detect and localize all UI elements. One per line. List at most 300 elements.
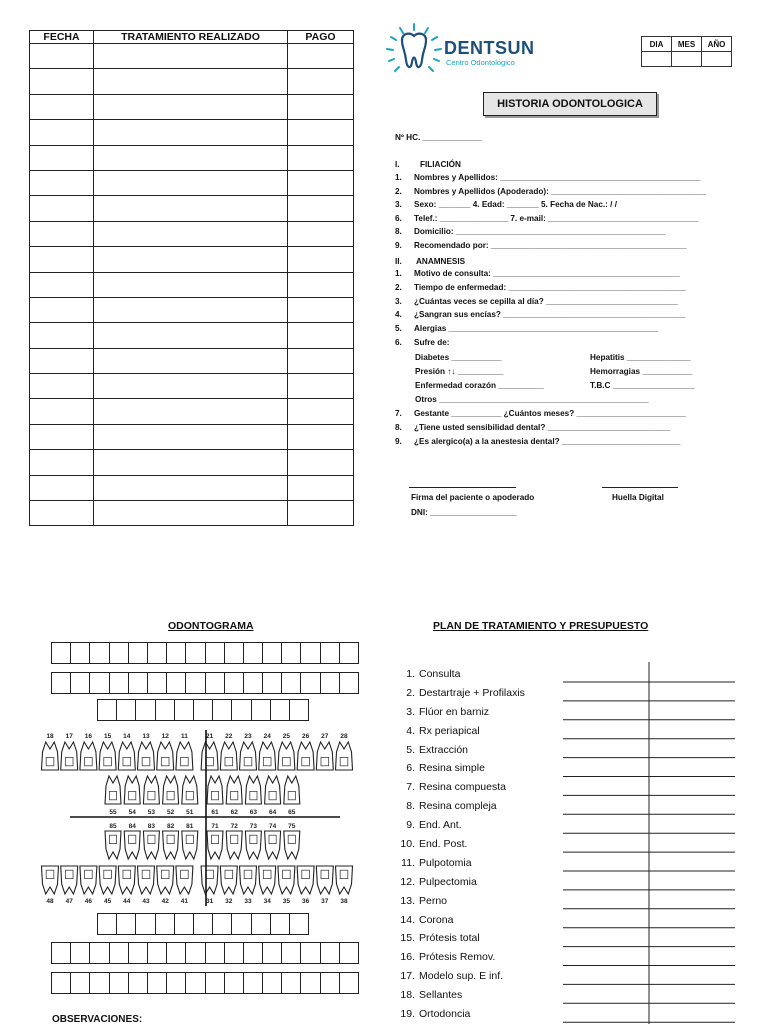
tooth-number: 64: [268, 809, 277, 816]
fecha-cell[interactable]: [30, 297, 94, 322]
plan-item: [398, 665, 525, 684]
tratamiento-cell[interactable]: [94, 475, 288, 500]
grid-cell[interactable]: [320, 673, 339, 694]
dni-field[interactable]: DNI: ___________________: [411, 508, 517, 517]
fecha-cell[interactable]: [30, 374, 94, 399]
fecha-cell[interactable]: [30, 69, 94, 94]
fecha-cell[interactable]: [30, 348, 94, 373]
plan-item: [398, 948, 525, 967]
plan-item-number: 14.: [400, 913, 415, 926]
plan-item: [398, 967, 525, 986]
grid-cell[interactable]: [243, 643, 262, 664]
grid-cell[interactable]: [193, 914, 212, 935]
grid-cell[interactable]: [128, 943, 147, 964]
grid-cell[interactable]: [270, 700, 289, 721]
pago-cell[interactable]: [288, 94, 354, 119]
grid-cell[interactable]: [282, 643, 301, 664]
fecha-cell[interactable]: [30, 399, 94, 424]
form-line[interactable]: [395, 437, 680, 447]
odontogram-grid-lower-2: [51, 942, 359, 964]
grid-cell[interactable]: [167, 943, 186, 964]
line-number: 1.: [395, 269, 402, 278]
table-row: [30, 348, 354, 373]
tooth-number: 33: [244, 898, 252, 905]
condition-field[interactable]: Presión ↑↓ __________: [415, 367, 504, 376]
plan-item-number: 11.: [401, 856, 415, 869]
table-row: [30, 501, 354, 526]
grid-cell[interactable]: [263, 673, 282, 694]
grid-cell[interactable]: [193, 700, 212, 721]
date-mes-field[interactable]: [672, 52, 702, 67]
grid-cell[interactable]: [243, 973, 262, 994]
tratamiento-cell[interactable]: [94, 272, 288, 297]
plan-item-label: Perno: [419, 894, 448, 907]
grid-cell[interactable]: [320, 643, 339, 664]
plan-item: [398, 684, 525, 703]
fecha-cell[interactable]: [30, 221, 94, 246]
grid-cell[interactable]: [155, 700, 174, 721]
brand-subtitle: Centro Odontológico: [446, 58, 515, 67]
grid-row: [52, 943, 359, 964]
plan-item: [398, 816, 525, 835]
line-text: Nombres y Apellidos (Apoderado): __________________________________: [414, 186, 706, 196]
pago-cell[interactable]: [288, 475, 354, 500]
tratamiento-cell[interactable]: [94, 44, 288, 69]
plan-item-label: Sellantes: [419, 989, 463, 1002]
plan-item: [398, 759, 525, 778]
grid-cell[interactable]: [109, 973, 128, 994]
grid-cell[interactable]: [136, 914, 155, 935]
table-row: [30, 450, 354, 475]
grid-row: [52, 643, 359, 664]
grid-cell[interactable]: [147, 643, 166, 664]
condition-field[interactable]: Otros ______________________________________________: [415, 395, 649, 404]
tooth-number: 41: [180, 898, 189, 905]
fingerprint-line: [602, 487, 678, 488]
pago-cell[interactable]: [288, 247, 354, 272]
grid-cell[interactable]: [282, 973, 301, 994]
tratamiento-cell[interactable]: [94, 145, 288, 170]
tooth-number: 14: [123, 733, 131, 740]
tooth-number: 47: [65, 898, 73, 905]
grid-cell[interactable]: [52, 673, 71, 694]
line-text: ¿Cuántas veces se cepilla al día? _____________________________: [414, 296, 679, 306]
grid-cell[interactable]: [71, 943, 90, 964]
grid-cell[interactable]: [301, 943, 320, 964]
grid-cell[interactable]: [224, 973, 243, 994]
plan-item-label: Rx periapical: [419, 724, 480, 737]
line-text: Sexo: _______ 4. Edad: _______ 5. Fecha de Nac.: / /: [414, 200, 617, 210]
form-line[interactable]: [395, 338, 450, 348]
condition-field[interactable]: Hemorragias ___________: [590, 367, 693, 376]
tooth-number: 51: [186, 809, 194, 816]
grid-cell[interactable]: [174, 700, 193, 721]
tooth-number: 16: [84, 733, 93, 740]
grid-cell[interactable]: [243, 943, 262, 964]
date-box: [641, 36, 732, 67]
grid-cell[interactable]: [186, 973, 205, 994]
odontogram-grid-lower-3: [51, 972, 359, 994]
grid-cell[interactable]: [263, 943, 282, 964]
grid-cell[interactable]: [301, 973, 320, 994]
brand-logo: [384, 20, 554, 80]
plan-item: [398, 854, 525, 873]
grid-cell[interactable]: [109, 943, 128, 964]
tratamiento-cell[interactable]: [94, 399, 288, 424]
plan-item: [398, 873, 525, 892]
pago-cell[interactable]: [288, 272, 354, 297]
tratamiento-cell[interactable]: [94, 424, 288, 449]
grid-cell[interactable]: [52, 943, 71, 964]
form-line[interactable]: [395, 297, 678, 307]
grid-cell[interactable]: [263, 643, 282, 664]
grid-cell[interactable]: [117, 914, 136, 935]
tooth-number: 25: [282, 733, 291, 740]
line-number: 6.: [395, 213, 402, 223]
header-pago: PAGO: [288, 31, 354, 44]
table-row: [30, 44, 354, 69]
signature-line: [409, 487, 516, 488]
tooth-number: 75: [288, 823, 296, 830]
plan-item: [398, 986, 525, 1005]
line-text: Domicilio: ______________________________________________: [414, 227, 666, 237]
plan-item-label: Corona: [419, 913, 454, 926]
grid-cell[interactable]: [213, 700, 232, 721]
plan-item: [398, 741, 525, 760]
plan-item: [398, 1005, 525, 1024]
tooth-number: 55: [109, 809, 117, 816]
line-text: Alergias ______________________________________________: [414, 324, 659, 334]
tratamiento-cell[interactable]: [94, 323, 288, 348]
plan-item-label: Flúor en barniz: [419, 705, 490, 718]
tooth-number: 74: [268, 823, 277, 830]
grid-row: [98, 700, 309, 721]
fecha-cell[interactable]: [30, 196, 94, 221]
pago-cell[interactable]: [288, 120, 354, 145]
grid-cell[interactable]: [117, 700, 136, 721]
grid-cell[interactable]: [71, 673, 90, 694]
date-ano-field[interactable]: [702, 52, 732, 67]
tooth-number: 48: [46, 898, 54, 905]
fecha-cell[interactable]: [30, 475, 94, 500]
grid-cell[interactable]: [186, 673, 205, 694]
grid-cell[interactable]: [320, 943, 339, 964]
plan-item-label: Ortodoncia: [419, 1008, 471, 1021]
grid-cell[interactable]: [128, 673, 147, 694]
tooth-number: 81: [186, 823, 194, 830]
plan-item-label: Destartraje + Profilaxis: [419, 686, 525, 699]
form-line[interactable]: [395, 283, 686, 293]
grid-cell[interactable]: [282, 673, 301, 694]
pago-cell[interactable]: [288, 348, 354, 373]
line-number: 8.: [395, 227, 402, 237]
grid-cell[interactable]: [71, 973, 90, 994]
grid-cell[interactable]: [186, 943, 205, 964]
table-row: [30, 94, 354, 119]
grid-row: [52, 973, 359, 994]
tooth-number: 43: [142, 898, 150, 905]
pago-cell[interactable]: [288, 424, 354, 449]
pago-cell[interactable]: [288, 450, 354, 475]
line-number: 9.: [395, 241, 402, 250]
line-text: Recomendado por: ___________________________________________: [414, 241, 687, 250]
plan-item-label: End. Post.: [419, 838, 468, 851]
fecha-cell[interactable]: [30, 94, 94, 119]
tratamiento-cell[interactable]: [94, 374, 288, 399]
line-number: 9.: [395, 436, 402, 446]
grid-cell[interactable]: [52, 973, 71, 994]
form-line[interactable]: [395, 187, 706, 197]
plan-item-label: Consulta: [419, 668, 461, 680]
plan-item-number: 9.: [406, 819, 415, 832]
tooth-number: 15: [103, 733, 112, 740]
odontogram-grid-upper-2: [51, 672, 359, 694]
condition-field[interactable]: Hepatitis ______________: [590, 353, 691, 362]
section-title: ANAMNESIS: [416, 257, 466, 266]
grid-cell[interactable]: [224, 643, 243, 664]
grid-cell[interactable]: [52, 643, 71, 664]
grid-cell[interactable]: [205, 643, 224, 664]
fecha-cell[interactable]: [30, 272, 94, 297]
grid-cell[interactable]: [174, 914, 193, 935]
pago-cell[interactable]: [288, 196, 354, 221]
line-number: 3.: [395, 200, 402, 210]
line-number: 3.: [395, 296, 402, 306]
pago-cell[interactable]: [288, 170, 354, 195]
grid-cell[interactable]: [339, 973, 358, 994]
tooth-number: 63: [249, 809, 258, 816]
grid-cell[interactable]: [147, 673, 166, 694]
condition-field[interactable]: Diabetes ___________: [415, 353, 502, 362]
table-row: [30, 475, 354, 500]
tratamiento-cell[interactable]: [94, 247, 288, 272]
tratamiento-cell[interactable]: [94, 120, 288, 145]
tooth-number: 21: [205, 733, 214, 740]
grid-cell[interactable]: [251, 914, 270, 935]
grid-cell[interactable]: [243, 673, 262, 694]
plan-item-number: 6.: [406, 762, 415, 775]
grid-cell[interactable]: [301, 673, 320, 694]
plan-item-label: Pulpectomia: [419, 875, 477, 888]
tooth-number: 34: [263, 898, 271, 905]
grid-cell[interactable]: [205, 673, 224, 694]
tratamiento-cell[interactable]: [94, 297, 288, 322]
tooth-number: 61: [211, 809, 219, 816]
anamnesis-heading: [395, 257, 465, 267]
grid-cell[interactable]: [186, 643, 205, 664]
grid-cell[interactable]: [339, 673, 358, 694]
tooth-number: 18: [46, 733, 54, 740]
line-number: 2.: [395, 186, 402, 196]
table-row: [30, 247, 354, 272]
grid-cell[interactable]: [90, 643, 109, 664]
date-mes-label: MES: [672, 37, 702, 52]
hc-field[interactable]: Nº HC. _____________: [395, 133, 482, 142]
tooth-number: 22: [225, 733, 233, 740]
grid-cell[interactable]: [301, 643, 320, 664]
grid-cell[interactable]: [282, 943, 301, 964]
grid-cell[interactable]: [224, 673, 243, 694]
grid-cell[interactable]: [339, 643, 358, 664]
grid-cell[interactable]: [98, 914, 117, 935]
grid-cell[interactable]: [213, 914, 232, 935]
tooth-number: 44: [123, 898, 131, 905]
tooth-number: 83: [147, 823, 156, 830]
grid-cell[interactable]: [167, 643, 186, 664]
grid-cell[interactable]: [167, 973, 186, 994]
payments-header-row: [30, 31, 354, 44]
fecha-cell[interactable]: [30, 247, 94, 272]
plan-item-number: 18.: [400, 989, 415, 1002]
grid-cell[interactable]: [339, 943, 358, 964]
tratamiento-cell[interactable]: [94, 196, 288, 221]
form-line[interactable]: [395, 269, 680, 279]
grid-cell[interactable]: [270, 914, 289, 935]
fecha-cell[interactable]: [30, 501, 94, 526]
tratamiento-cell[interactable]: [94, 170, 288, 195]
section-title: FILIACIÓN: [420, 160, 461, 169]
line-number: 8.: [395, 422, 402, 432]
tratamiento-cell[interactable]: [94, 94, 288, 119]
pago-cell[interactable]: [288, 323, 354, 348]
fecha-cell[interactable]: [30, 44, 94, 69]
signature-label: Firma del paciente o apoderado: [411, 493, 535, 502]
fingerprint-label: Huella Digital: [612, 493, 664, 502]
tooth-number: 71: [211, 823, 219, 830]
tooth-number: 62: [230, 809, 238, 816]
form-line[interactable]: [395, 409, 686, 419]
form-line[interactable]: [395, 310, 685, 320]
grid-cell[interactable]: [205, 973, 224, 994]
condition-field[interactable]: Enfermedad corazón __________: [415, 381, 544, 390]
header-fecha: FECHA: [30, 31, 94, 44]
date-dia-field[interactable]: [642, 52, 672, 67]
grid-cell[interactable]: [155, 914, 174, 935]
grid-cell[interactable]: [90, 973, 109, 994]
fecha-cell[interactable]: [30, 170, 94, 195]
pago-cell[interactable]: [288, 374, 354, 399]
tooth-number: 36: [301, 898, 310, 905]
form-line[interactable]: [395, 241, 687, 251]
grid-cell[interactable]: [224, 943, 243, 964]
plan-item-number: 19.: [400, 1008, 415, 1021]
line-text: Nombres y Apellidos: ____________________________________________: [414, 173, 701, 182]
plan-item-label: Prótesis Remov.: [419, 951, 496, 964]
grid-cell[interactable]: [205, 943, 224, 964]
tooth-number: 23: [244, 733, 252, 740]
fecha-cell[interactable]: [30, 323, 94, 348]
grid-cell[interactable]: [128, 973, 147, 994]
plan-item-label: Resina compleja: [419, 800, 497, 813]
tooth-number: 73: [249, 823, 258, 830]
fecha-cell[interactable]: [30, 450, 94, 475]
page-title: HISTORIA ODONTOLOGICA: [483, 92, 657, 116]
plan-item: [398, 703, 525, 722]
plan-item-number: 7.: [406, 781, 415, 794]
line-text: Telef.: _______________ 7. e-mail: _________________________________: [414, 213, 699, 223]
grid-cell[interactable]: [289, 914, 308, 935]
tratamiento-cell[interactable]: [94, 69, 288, 94]
line-number: 2.: [395, 282, 402, 292]
tooth-number: 53: [147, 809, 156, 816]
line-text: ¿Tiene usted sensibilidad dental? ___________________________: [414, 422, 671, 432]
pago-cell[interactable]: [288, 297, 354, 322]
grid-cell[interactable]: [289, 700, 308, 721]
tooth-number: 38: [340, 898, 348, 905]
grid-cell[interactable]: [128, 643, 147, 664]
grid-cell[interactable]: [90, 673, 109, 694]
form-line[interactable]: [395, 324, 658, 334]
form-line[interactable]: [395, 227, 665, 237]
form-line[interactable]: [395, 173, 701, 183]
grid-cell[interactable]: [167, 673, 186, 694]
tooth-number: 13: [142, 733, 150, 740]
grid-cell[interactable]: [109, 643, 128, 664]
tratamiento-cell[interactable]: [94, 221, 288, 246]
tooth-number: 42: [161, 898, 169, 905]
date-ano-label: AÑO: [702, 37, 732, 52]
grid-cell[interactable]: [90, 943, 109, 964]
fecha-cell[interactable]: [30, 424, 94, 449]
grid-cell[interactable]: [136, 700, 155, 721]
tratamiento-cell[interactable]: [94, 348, 288, 373]
plan-item-label: Extracción: [419, 743, 469, 756]
tratamiento-cell[interactable]: [94, 450, 288, 475]
table-row: [30, 69, 354, 94]
tooth-number: 11: [180, 733, 188, 740]
grid-cell[interactable]: [147, 943, 166, 964]
grid-cell[interactable]: [109, 673, 128, 694]
table-row: [30, 374, 354, 399]
pago-cell[interactable]: [288, 221, 354, 246]
grid-cell[interactable]: [147, 973, 166, 994]
fecha-cell[interactable]: [30, 145, 94, 170]
form-line[interactable]: [395, 214, 698, 224]
fecha-cell[interactable]: [30, 120, 94, 145]
table-row: [30, 120, 354, 145]
grid-cell[interactable]: [98, 700, 117, 721]
plan-item-number: 16.: [400, 951, 415, 964]
form-line[interactable]: [395, 200, 617, 210]
odontogram-grid-lower-1: [97, 913, 309, 935]
tooth-number: 35: [282, 898, 291, 905]
plan-item: [398, 929, 525, 948]
table-row: [30, 399, 354, 424]
condition-field[interactable]: T.B.C __________________: [590, 381, 695, 390]
grid-cell[interactable]: [320, 973, 339, 994]
pago-cell[interactable]: [288, 69, 354, 94]
pago-cell[interactable]: [288, 501, 354, 526]
tratamiento-cell[interactable]: [94, 501, 288, 526]
pago-cell[interactable]: [288, 145, 354, 170]
plan-item-label: Pulpotomia: [419, 856, 472, 869]
pago-cell[interactable]: [288, 399, 354, 424]
grid-row: [52, 673, 359, 694]
odontogram-teeth: [40, 728, 370, 908]
plan-list: [398, 665, 525, 1024]
tooth-number: 17: [65, 733, 73, 740]
grid-cell[interactable]: [232, 700, 251, 721]
plan-item-label: Prótesis total: [419, 932, 480, 945]
grid-cell[interactable]: [71, 643, 90, 664]
plan-item-number: 13.: [400, 894, 415, 907]
pago-cell[interactable]: [288, 44, 354, 69]
plan-item: [398, 778, 525, 797]
grid-cell[interactable]: [251, 700, 270, 721]
grid-cell[interactable]: [263, 973, 282, 994]
form-line[interactable]: [395, 423, 671, 433]
grid-cell[interactable]: [232, 914, 251, 935]
